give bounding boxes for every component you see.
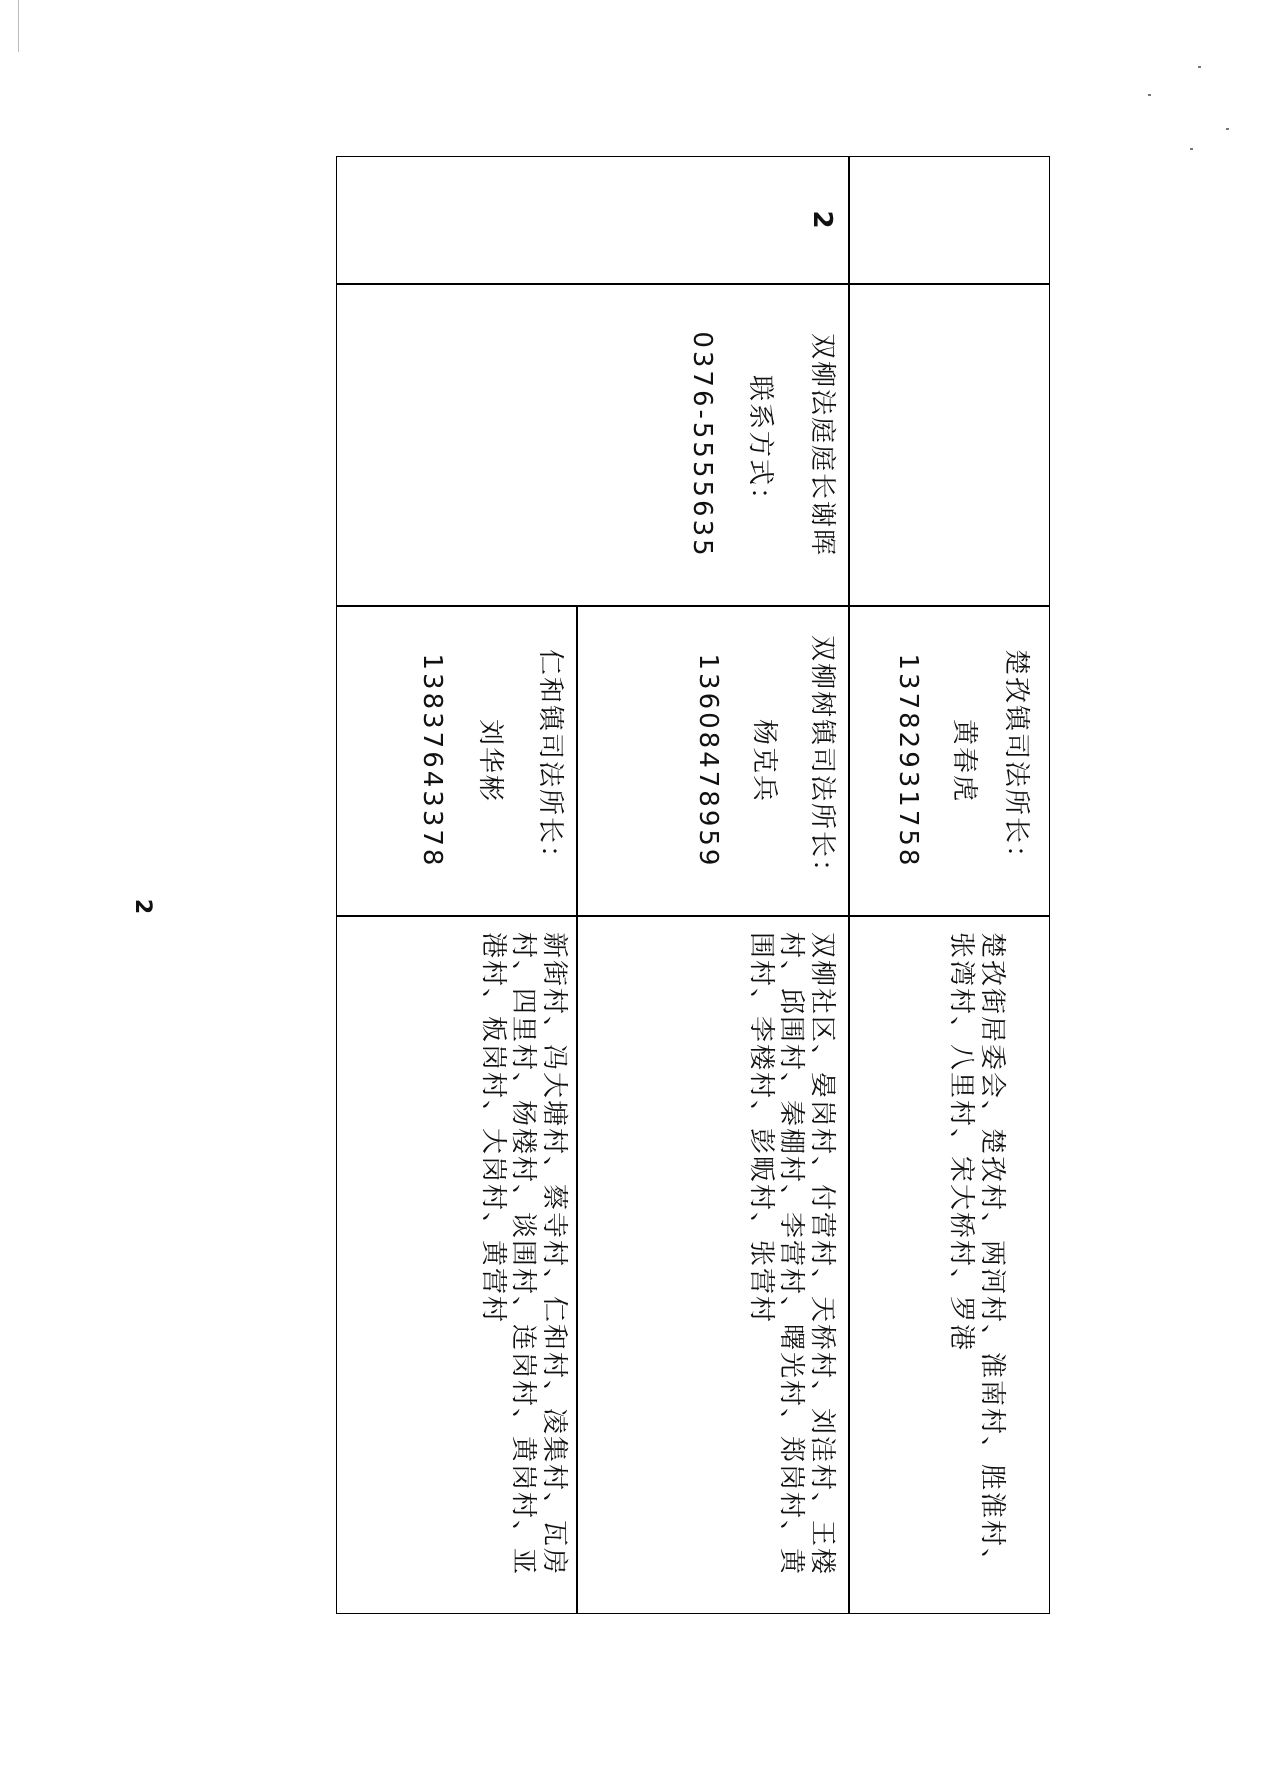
contact-cell-shuangliushu (576, 605, 850, 917)
court-phone: 0376-5555635 (687, 331, 717, 559)
villages-text: 新街村、冯大塘村、蔡寺村、仁和村、凌集村、瓦房村、四里村、杨楼村、谈围村、连岗村、黄岗村、亚港村、板岗村、大岗村、黄营村 (477, 932, 569, 1577)
court-contact-label: 联系方式： (745, 374, 775, 515)
scan-speck (1190, 148, 1193, 150)
scan-speck (1148, 94, 1151, 96)
jurisdiction-table (336, 156, 1050, 1614)
row-index: 2 (807, 210, 837, 231)
page-number: 2 (130, 898, 156, 915)
villages-text: 楚孜街居委会、楚孜村、两河村、淮南村、胜淮村、张湾村、八里村、宋大桥村、罗港 (946, 932, 1007, 1577)
contact-title: 仁和镇司法所长： (535, 648, 565, 873)
contact-cell-renhe (336, 605, 578, 917)
villages-cell-chuzi (848, 915, 1050, 1614)
scan-edge-line (18, 0, 19, 52)
contact-title: 楚孜镇司法所长： (1001, 648, 1031, 873)
villages-text: 双柳社区、晏岗村、付营村、天桥村、刘洼村、王楼村、邱围村、秦棚村、李营村、曙光村、郑岗村、黄围村、李楼村、彭畈村、张营村 (745, 932, 837, 1577)
court-cell-shuangliu (336, 283, 850, 607)
contact-phone: 13608478959 (693, 653, 723, 869)
table-row-2-index-cell (336, 156, 850, 285)
contact-name: 黄春虎 (949, 718, 979, 803)
contact-name: 杨克兵 (749, 718, 779, 803)
contact-phone: 13837643378 (417, 653, 447, 869)
contact-phone: 13782931758 (893, 653, 923, 869)
villages-cell-shuangliushu (576, 915, 850, 1614)
scan-speck (1198, 66, 1201, 68)
contact-title: 双柳树镇司法所长： (807, 634, 837, 887)
contact-name: 刘华彬 (475, 718, 505, 803)
villages-cell-renhe (336, 915, 578, 1614)
table-row-top-index-cell (848, 156, 1050, 285)
table-row-top-court-cell (848, 283, 1050, 607)
contact-cell-chuzi (848, 605, 1050, 917)
scan-speck (1226, 128, 1229, 130)
court-head: 双柳法庭庭长谢晖 (807, 332, 837, 557)
